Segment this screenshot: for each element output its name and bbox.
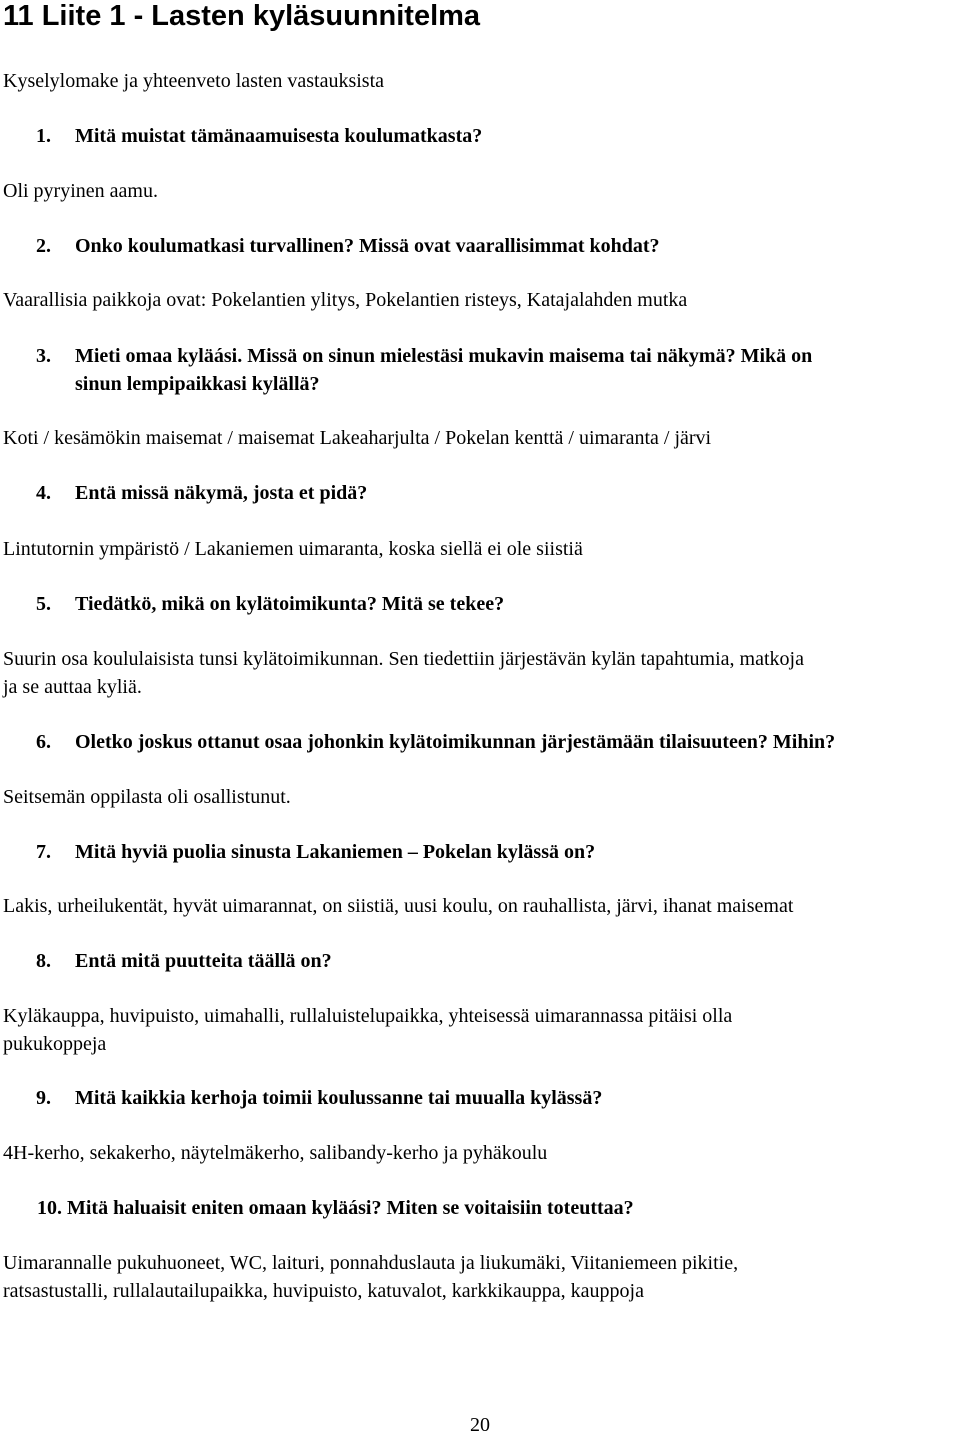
question-text: Tiedätkö, mikä on kylätoimikunta? Mitä se tekee? [75, 593, 505, 615]
question-text: Entä missä näkymä, josta et pidä? [75, 482, 368, 504]
question-text: Onko koulumatkasi turvallinen? Missä ovat vaarallisimmat kohdat? [75, 235, 660, 257]
answer-8-line-2: pukukoppeja [3, 1033, 107, 1055]
answer-5-line-1: Suurin osa koululaisista tunsi kylätoimikunnan. Sen tiedettiin järjestävän kylän tapahtumia, matkoja [3, 648, 804, 670]
question-7 [0, 838, 960, 866]
question-number: 3. [36, 345, 51, 367]
question-1 [0, 122, 960, 150]
question-text: Mitä hyviä puolia sinusta Lakaniemen – Pokelan kylässä on? [75, 841, 596, 863]
answer-3: Koti / kesämökin maisemat / maisemat Lakeaharjulta / Pokelan kenttä / uimaranta / järvi [3, 427, 712, 449]
question-number: 2. [36, 235, 51, 257]
question-text: Entä mitä puutteita täällä on? [75, 950, 332, 972]
question-text: Mitä muistat tämänaamuisesta koulumatkasta? [75, 125, 483, 147]
answer-1: Oli pyryinen aamu. [3, 180, 158, 202]
answer-6: Seitsemän oppilasta oli osallistunut. [3, 786, 291, 808]
question-number: 4. [36, 482, 51, 504]
question-number: 7. [36, 841, 51, 863]
answer-10-line-2: ratsastustalli, rullalautailupaikka, huvipuisto, katuvalot, karkkikauppa, kauppoja [3, 1280, 644, 1302]
question-3 [0, 342, 960, 398]
answer-2: Vaarallisia paikkoja ovat: Pokelantien ylitys, Pokelantien risteys, Katajalahden mutka [3, 289, 688, 311]
answer-7: Lakis, urheilukentät, hyvät uimarannat, on siistiä, uusi koulu, on rauhallista, järvi, ihanat maisemat [3, 895, 794, 917]
question-text: Mitä kaikkia kerhoja toimii koulussanne tai muualla kylässä? [75, 1087, 603, 1109]
question-number: 6. [36, 731, 51, 753]
page-number: 20 [470, 1414, 490, 1436]
answer-8-line-1: Kyläkauppa, huvipuisto, uimahalli, rullaluistelupaikka, yhteisessä uimarannassa pitäisi olla [3, 1005, 733, 1027]
question-number: 9. [36, 1087, 51, 1109]
answer-9: 4H-kerho, sekakerho, näytelmäkerho, salibandy-kerho ja pyhäkoulu [3, 1142, 548, 1164]
answer-4: Lintutornin ympäristö / Lakaniemen uimaranta, koska siellä ei ole siistiä [3, 538, 583, 560]
question-text: Oletko joskus ottanut osaa johonkin kylätoimikunnan järjestämään tilaisuuteen? Mihin? [75, 731, 836, 753]
question-9 [0, 1084, 960, 1112]
question-10: 10. Mitä haluaisit eniten omaan kyläási? Miten se voitaisiin toteuttaa? [37, 1197, 634, 1219]
question-number: 8. [36, 950, 51, 972]
question-number: 5. [36, 593, 51, 615]
question-text-line-1: Mieti omaa kyläási. Missä on sinun mielestäsi mukavin maisema tai näkymä? Mikä on [75, 345, 813, 367]
question-number: 1. [36, 125, 51, 147]
question-6 [0, 728, 960, 756]
page-title: 11 Liite 1 - Lasten kyläsuunnitelma [3, 0, 481, 32]
question-4 [0, 479, 960, 507]
question-2 [0, 232, 960, 260]
question-5 [0, 590, 960, 618]
answer-5-line-2: ja se auttaa kyliä. [3, 676, 142, 698]
subtitle: Kyselylomake ja yhteenveto lasten vastauksista [3, 70, 385, 92]
question-8 [0, 947, 960, 975]
question-text-line-2: sinun lempipaikkasi kylällä? [75, 373, 320, 395]
answer-10-line-1: Uimarannalle pukuhuoneet, WC, laituri, ponnahduslauta ja liukumäki, Viitaniemeen pikitie, [3, 1252, 739, 1274]
